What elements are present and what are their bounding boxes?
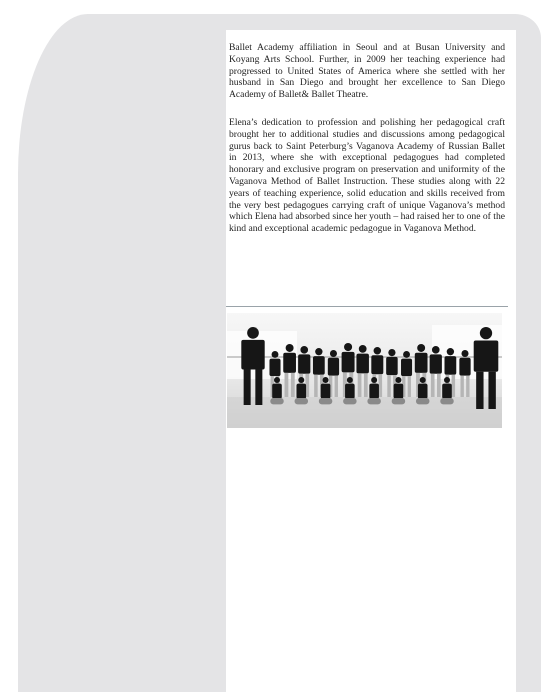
figure-head bbox=[371, 377, 377, 383]
figure-leg-left bbox=[431, 374, 435, 397]
figure-leg-left bbox=[358, 373, 362, 397]
figure-head bbox=[315, 348, 322, 355]
figure-legs bbox=[295, 398, 308, 404]
figure-head bbox=[323, 377, 329, 383]
studio-floor bbox=[227, 397, 502, 428]
figure-head bbox=[274, 377, 280, 383]
figure-head bbox=[374, 347, 382, 355]
figure-leg-right bbox=[379, 374, 383, 397]
figure-head bbox=[417, 344, 425, 352]
figure-torso bbox=[313, 356, 325, 375]
figure-torso bbox=[474, 341, 499, 372]
figure-head bbox=[461, 350, 468, 357]
figure-legs bbox=[270, 398, 283, 404]
figure-head bbox=[300, 346, 308, 354]
figure-legs bbox=[392, 398, 405, 404]
figure-leg-right bbox=[255, 370, 262, 405]
figure-torso bbox=[442, 384, 452, 399]
figure-head bbox=[298, 377, 304, 383]
figure-head bbox=[403, 351, 410, 358]
figure-legs bbox=[319, 398, 332, 404]
figure-head bbox=[388, 349, 395, 356]
figure-torso bbox=[356, 354, 368, 374]
figure-leg-right bbox=[452, 375, 456, 397]
figure-head bbox=[344, 343, 352, 351]
figure-head bbox=[432, 346, 440, 354]
figure-head bbox=[420, 377, 426, 383]
figure-head bbox=[444, 377, 450, 383]
figure-torso bbox=[430, 354, 442, 373]
figure-head bbox=[480, 327, 492, 339]
figure-leg-left bbox=[460, 376, 463, 397]
figure-torso bbox=[415, 353, 428, 373]
paragraph-vaganova: Elena’s dedication to profession and polishing her pedagogical craft brought her to additional studies and discussions among pedagogical gurus back to Saint Peterburg’s Vaganova Academy of Russian Ballet in 2013, where she with exceptional pedagogues had completed honorary and exclusive program on preservation and uniformity of the Vaganova Method of Ballet Instruction. These studies along with 22 years of teaching experience, solid education and skills received from the very best pedagogues carrying craft of unique Vaganova’s method which Elena had absorbed since her youth – had raised her to one of the kind and exceptional academic pedagogue in Vaganova Method. bbox=[229, 117, 505, 235]
figure-torso bbox=[369, 384, 379, 399]
figure-leg-right bbox=[364, 373, 368, 397]
figure-torso bbox=[401, 359, 412, 376]
figure-leg-left bbox=[387, 375, 390, 397]
figure-torso bbox=[342, 352, 355, 373]
figure-head bbox=[272, 351, 279, 358]
figure-torso bbox=[394, 384, 404, 399]
figure-head bbox=[359, 345, 367, 353]
figure-legs bbox=[343, 398, 356, 404]
figure-torso bbox=[445, 356, 457, 375]
figure-leg-left bbox=[476, 372, 483, 409]
figure-torso bbox=[328, 358, 339, 376]
figure-torso bbox=[418, 384, 428, 399]
figure-legs bbox=[440, 398, 453, 404]
figure-torso bbox=[272, 384, 282, 399]
figure-torso bbox=[321, 384, 331, 399]
divider bbox=[226, 306, 508, 307]
figure-head bbox=[330, 350, 337, 357]
figure-leg-left bbox=[285, 373, 289, 397]
figure-torso bbox=[298, 354, 310, 373]
figure-torso bbox=[241, 340, 264, 370]
figure-leg-left bbox=[314, 375, 318, 397]
figure-legs bbox=[416, 398, 429, 404]
figure-leg-right bbox=[291, 373, 295, 397]
figure-torso bbox=[296, 384, 306, 399]
figure-leg-right bbox=[408, 376, 411, 397]
figure-head bbox=[447, 348, 454, 355]
figure-torso bbox=[269, 359, 280, 376]
figure-torso bbox=[386, 357, 398, 375]
figure-head bbox=[395, 377, 401, 383]
figure-torso bbox=[459, 358, 470, 376]
figure-leg-right bbox=[466, 376, 469, 397]
figure-leg-left bbox=[244, 370, 251, 405]
figure-torso bbox=[345, 384, 355, 399]
group-photo-image bbox=[227, 313, 502, 428]
figure-legs bbox=[367, 398, 380, 404]
figure-head bbox=[286, 344, 294, 352]
figure-leg-right bbox=[488, 372, 495, 409]
paragraph-affiliation: Ballet Academy affiliation in Seoul and at Busan University and Koyang Arts School. Further, in 2009 her teaching experience had progressed to United States of America where she settled with her husband in San Diego and brought her excellence to San Diego Academy of Ballet& Ballet Theatre. bbox=[229, 42, 505, 101]
figure-leg-right bbox=[335, 376, 338, 397]
figure-torso bbox=[283, 353, 296, 373]
group-photo bbox=[227, 313, 502, 428]
figure-leg-right bbox=[437, 374, 441, 397]
figure-head bbox=[347, 377, 353, 383]
figure-torso bbox=[371, 355, 383, 374]
figure-head bbox=[247, 327, 259, 339]
